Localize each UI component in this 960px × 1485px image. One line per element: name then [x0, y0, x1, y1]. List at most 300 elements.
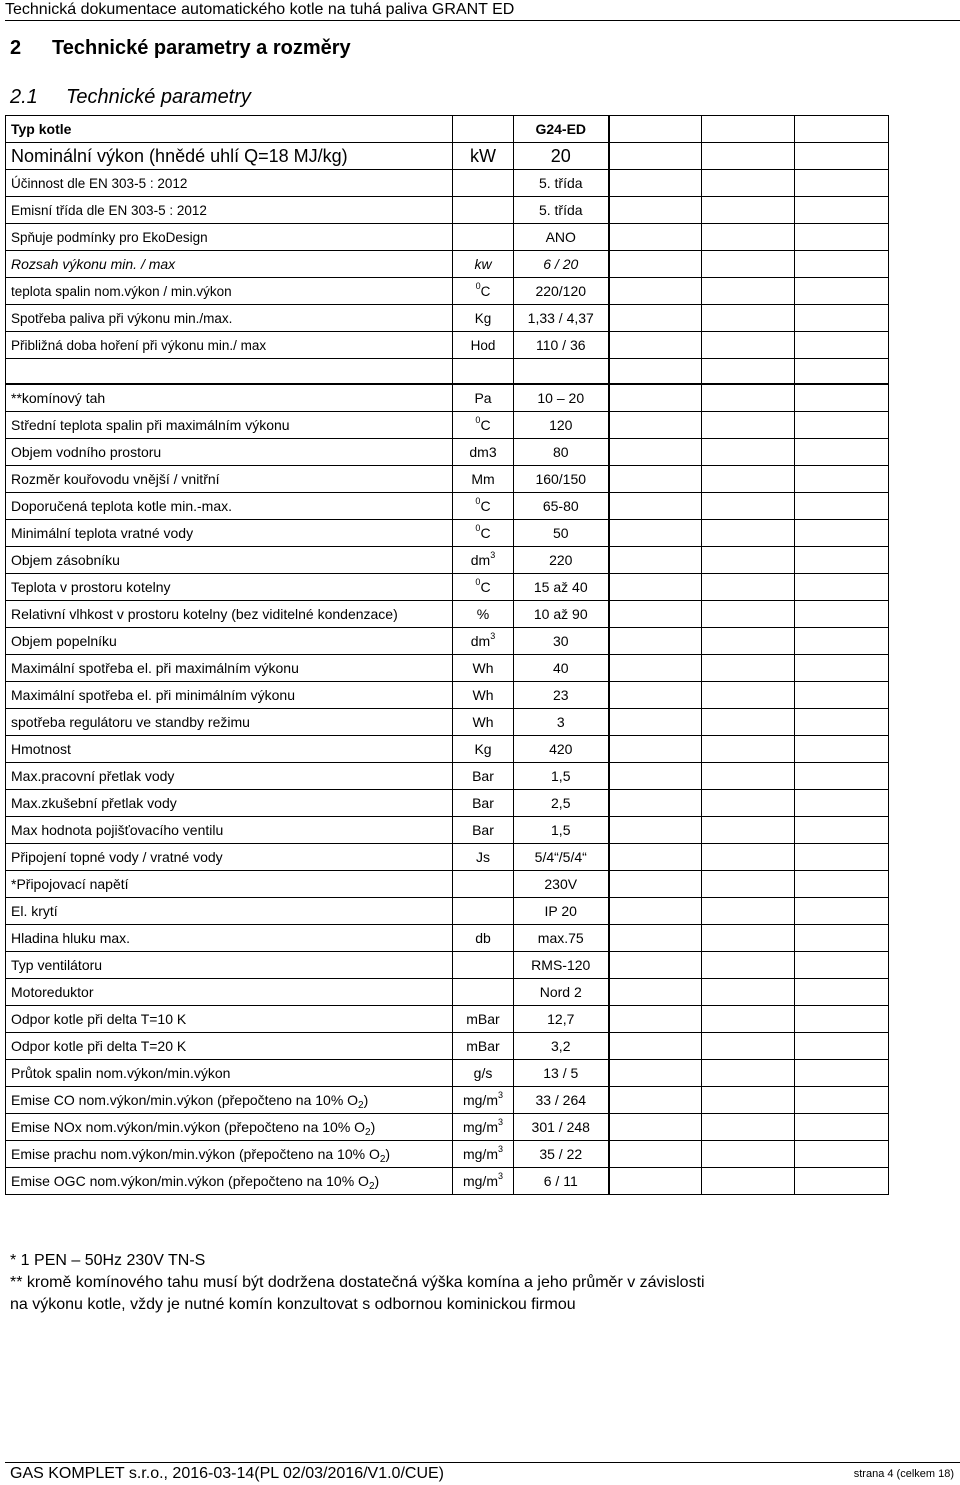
empty-cell — [795, 116, 889, 143]
param-label-text: Emisní třída dle EN 303-5 : 2012 — [11, 202, 207, 218]
table-row — [6, 1060, 889, 1087]
table-row — [6, 1087, 889, 1114]
param-unit — [453, 1033, 514, 1060]
param-unit — [453, 763, 514, 790]
empty-cell — [795, 817, 889, 844]
param-label — [6, 1087, 453, 1114]
table-row — [6, 871, 889, 898]
table-row — [6, 439, 889, 466]
empty-cell — [795, 1141, 889, 1168]
empty-cell — [609, 1114, 702, 1141]
param-unit — [453, 871, 514, 898]
table-row — [6, 1033, 889, 1060]
param-value: 230V — [514, 871, 609, 898]
param-unit — [453, 1141, 514, 1168]
param-unit — [453, 709, 514, 736]
unit-text: Bar — [472, 822, 494, 838]
empty-cell — [609, 143, 702, 170]
empty-cell — [795, 466, 889, 493]
empty-cell — [702, 520, 795, 547]
param-label-text: Max.pracovní přetlak vody — [11, 768, 175, 784]
param-label — [6, 844, 453, 871]
param-unit — [453, 1114, 514, 1141]
param-label — [6, 1168, 453, 1195]
param-value: 40 — [514, 655, 609, 682]
unit-text: mg/m — [462, 1146, 498, 1162]
param-value: 50 — [514, 520, 609, 547]
empty-cell — [609, 682, 702, 709]
unit-text: C — [480, 525, 491, 541]
param-unit — [453, 952, 514, 979]
empty-cell — [795, 251, 889, 278]
empty-cell — [702, 305, 795, 332]
subsection-number: 2.1 — [10, 86, 38, 108]
param-label-text: Emise OGC nom.výkon/min.výkon (přepočteno na 10% O — [11, 1173, 369, 1189]
empty-cell — [795, 763, 889, 790]
table-row — [6, 170, 889, 197]
param-label-text: teplota spalin nom.výkon / min.výkon — [11, 283, 232, 299]
table-row — [6, 520, 889, 547]
table-row — [6, 384, 889, 412]
table-row — [6, 143, 889, 170]
param-unit — [453, 439, 514, 466]
param-value: 15 až 40 — [514, 574, 609, 601]
empty-cell — [702, 1141, 795, 1168]
param-label-text: Doporučená teplota kotle min.-max. — [11, 498, 232, 514]
table-row — [6, 601, 889, 628]
empty-cell — [795, 925, 889, 952]
unit-text: % — [476, 606, 490, 622]
empty-cell — [609, 628, 702, 655]
empty-cell — [609, 359, 702, 385]
unit-text: g/s — [473, 1065, 493, 1081]
table-row — [6, 736, 889, 763]
unit-text: Mm — [471, 471, 495, 487]
param-value: 2,5 — [514, 790, 609, 817]
table-row — [6, 1114, 889, 1141]
empty-cell — [702, 925, 795, 952]
param-value: 301 / 248 — [514, 1114, 609, 1141]
empty-cell — [702, 601, 795, 628]
unit-text: Kg — [474, 741, 492, 757]
param-unit — [453, 520, 514, 547]
param-label — [6, 925, 453, 952]
param-unit — [453, 224, 514, 251]
param-label — [6, 979, 453, 1006]
param-unit — [453, 384, 514, 412]
unit-text: Bar — [472, 795, 494, 811]
param-label — [6, 1033, 453, 1060]
empty-cell — [702, 790, 795, 817]
empty-cell — [702, 736, 795, 763]
page-footer — [5, 1462, 960, 1485]
empty-cell — [795, 224, 889, 251]
param-unit — [453, 170, 514, 197]
table-row — [6, 278, 889, 305]
empty-cell — [702, 709, 795, 736]
param-unit — [453, 601, 514, 628]
param-label — [6, 251, 453, 278]
empty-cell — [609, 278, 702, 305]
unit-superscript: 0 — [475, 280, 481, 291]
param-unit — [453, 736, 514, 763]
empty-cell — [609, 1006, 702, 1033]
empty-cell — [702, 170, 795, 197]
empty-cell — [609, 952, 702, 979]
table-row — [6, 332, 889, 359]
param-label-text: Přibližná doba hoření při výkonu min./ max — [11, 337, 267, 353]
table-row — [6, 898, 889, 925]
empty-cell — [702, 278, 795, 305]
empty-cell — [702, 817, 795, 844]
empty-cell — [702, 1168, 795, 1195]
param-value: 5. třída — [514, 170, 609, 197]
empty-cell — [702, 251, 795, 278]
table-row — [6, 844, 889, 871]
param-label — [6, 197, 453, 224]
empty-cell — [795, 1006, 889, 1033]
empty-cell — [609, 844, 702, 871]
empty-cell — [795, 412, 889, 439]
empty-cell — [795, 736, 889, 763]
param-unit — [453, 116, 514, 143]
param-value: 13 / 5 — [514, 1060, 609, 1087]
param-label-text: Spotřeba paliva při výkonu min./max. — [11, 310, 233, 326]
param-label — [6, 412, 453, 439]
unit-power: 3 — [497, 1117, 503, 1127]
empty-cell — [702, 439, 795, 466]
empty-cell — [609, 790, 702, 817]
param-label-text: Účinnost dle EN 303-5 : 2012 — [11, 175, 188, 191]
table-row — [6, 790, 889, 817]
empty-cell — [795, 844, 889, 871]
empty-cell — [609, 466, 702, 493]
empty-cell — [795, 574, 889, 601]
table-row — [6, 197, 889, 224]
param-label — [6, 466, 453, 493]
param-value: 20 — [514, 143, 609, 170]
empty-cell — [702, 384, 795, 412]
param-label-text: Objem popelníku — [11, 633, 117, 649]
empty-cell — [609, 736, 702, 763]
param-value: 3,2 — [514, 1033, 609, 1060]
empty-cell — [702, 763, 795, 790]
unit-text: mg/m — [462, 1092, 498, 1108]
param-label-text: Nominální výkon (hnědé uhlí Q=18 MJ/kg) — [11, 145, 348, 166]
empty-cell — [609, 197, 702, 224]
table-row — [6, 817, 889, 844]
param-label — [6, 520, 453, 547]
param-label — [6, 493, 453, 520]
table-row — [6, 224, 889, 251]
empty-cell — [702, 655, 795, 682]
param-value: 80 — [514, 439, 609, 466]
empty-cell — [609, 574, 702, 601]
unit-power: 3 — [497, 1090, 503, 1100]
empty-cell — [795, 493, 889, 520]
unit-superscript: 0 — [475, 523, 481, 533]
empty-cell — [609, 384, 702, 412]
param-label-text: Rozsah výkonu min. / max — [11, 256, 176, 272]
param-value: RMS-120 — [514, 952, 609, 979]
table-header-row — [6, 116, 889, 143]
param-value: 160/150 — [514, 466, 609, 493]
param-value: 65-80 — [514, 493, 609, 520]
param-unit — [453, 1006, 514, 1033]
empty-cell — [609, 251, 702, 278]
technical-parameters-table — [5, 115, 889, 1195]
empty-cell — [795, 1087, 889, 1114]
table-row — [6, 709, 889, 736]
param-label — [6, 790, 453, 817]
empty-cell — [795, 601, 889, 628]
empty-cell — [702, 898, 795, 925]
empty-cell — [609, 763, 702, 790]
param-unit — [453, 466, 514, 493]
param-value: 23 — [514, 682, 609, 709]
empty-cell — [609, 601, 702, 628]
empty-cell — [609, 898, 702, 925]
empty-cell — [609, 520, 702, 547]
param-value: 1,5 — [514, 763, 609, 790]
param-value: 220 — [514, 547, 609, 574]
table-row — [6, 547, 889, 574]
param-value: max.75 — [514, 925, 609, 952]
empty-cell — [795, 1033, 889, 1060]
param-label-text: **komínový tah — [11, 390, 106, 406]
subsection-title: Technické parametry — [66, 86, 251, 108]
param-value: 35 / 22 — [514, 1141, 609, 1168]
empty-cell — [609, 709, 702, 736]
param-label — [6, 143, 453, 170]
param-value: G24-ED — [514, 116, 609, 143]
param-value: 420 — [514, 736, 609, 763]
param-label: Typ kotle — [6, 116, 453, 143]
param-label — [6, 898, 453, 925]
param-unit — [453, 493, 514, 520]
param-label-text: Hmotnost — [11, 741, 71, 757]
empty-cell — [795, 871, 889, 898]
param-value: ANO — [514, 224, 609, 251]
param-label-text: spotřeba regulátoru ve standby režimu — [11, 714, 250, 730]
unit-text: mg/m — [462, 1173, 498, 1189]
param-unit — [453, 925, 514, 952]
table-row — [6, 979, 889, 1006]
param-value: 120 — [514, 412, 609, 439]
unit-text: db — [475, 930, 491, 946]
param-label-text: *Připojovací napětí — [11, 876, 129, 892]
empty-cell — [702, 224, 795, 251]
empty-cell — [702, 332, 795, 359]
param-value: 10 – 20 — [514, 384, 609, 412]
param-label — [6, 278, 453, 305]
separator-row — [6, 359, 889, 385]
param-label-text: Objem zásobníku — [11, 552, 120, 568]
footnotes — [10, 1250, 705, 1316]
unit-text: Kg — [474, 310, 492, 326]
unit-text: mBar — [466, 1011, 500, 1027]
empty-cell — [702, 547, 795, 574]
empty-cell — [609, 655, 702, 682]
empty-cell — [795, 1060, 889, 1087]
empty-cell — [702, 1087, 795, 1114]
param-value: 1,5 — [514, 817, 609, 844]
empty-cell — [702, 1006, 795, 1033]
empty-cell — [795, 143, 889, 170]
empty-cell — [702, 493, 795, 520]
empty-cell — [795, 952, 889, 979]
empty-cell — [795, 170, 889, 197]
subscript: 2 — [358, 1100, 364, 1111]
param-label — [6, 1060, 453, 1087]
empty-cell — [702, 1114, 795, 1141]
empty-cell — [702, 1060, 795, 1087]
table-row — [6, 655, 889, 682]
empty-cell — [609, 1033, 702, 1060]
empty-cell — [702, 197, 795, 224]
unit-text: dm3 — [469, 444, 497, 460]
param-label-text: Emise CO nom.výkon/min.výkon (přepočteno na 10% O — [11, 1092, 359, 1108]
param-label-text: Minimální teplota vratné vody — [11, 525, 194, 541]
param-label-text: El. krytí — [11, 903, 58, 919]
param-unit — [453, 332, 514, 359]
param-label-text: Max hodnota pojišťovacího ventilu — [11, 822, 224, 838]
param-value: 10 až 90 — [514, 601, 609, 628]
empty-cell — [609, 493, 702, 520]
param-label — [6, 305, 453, 332]
empty-cell — [795, 682, 889, 709]
subsection-heading — [10, 86, 251, 109]
param-label — [6, 1006, 453, 1033]
footnote: * 1 PEN – 50Hz 230V TN-S — [10, 1252, 206, 1269]
empty-cell — [702, 359, 795, 385]
param-label-text: Emise prachu nom.výkon/min.výkon (přepočteno na 10% O — [11, 1146, 380, 1162]
table-row — [6, 1141, 889, 1168]
empty-cell — [795, 628, 889, 655]
empty-cell — [795, 359, 889, 385]
unit-text: C — [480, 579, 491, 595]
empty-cell — [702, 871, 795, 898]
unit-text: Wh — [472, 714, 494, 730]
empty-cell — [795, 655, 889, 682]
unit-power: 3 — [497, 1144, 503, 1154]
unit-text: Wh — [472, 687, 494, 703]
table-row — [6, 682, 889, 709]
subscript: 2 — [365, 1127, 371, 1138]
empty-cell — [609, 412, 702, 439]
param-value: 12,7 — [514, 1006, 609, 1033]
param-label-text: Průtok spalin nom.výkon/min.výkon — [11, 1065, 231, 1081]
unit-power: 3 — [490, 631, 496, 641]
empty-cell — [609, 1141, 702, 1168]
unit-text: Hod — [470, 337, 496, 353]
table-row — [6, 952, 889, 979]
param-unit — [453, 574, 514, 601]
param-label-text: Emise NOx nom.výkon/min.výkon (přepočteno na 10% O — [11, 1119, 366, 1135]
param-label — [6, 709, 453, 736]
param-value: 3 — [514, 709, 609, 736]
empty-cell — [609, 817, 702, 844]
empty-cell — [702, 574, 795, 601]
table-row — [6, 628, 889, 655]
table-row — [6, 1168, 889, 1195]
param-label — [6, 170, 453, 197]
param-unit — [453, 655, 514, 682]
param-unit — [453, 305, 514, 332]
empty-cell — [609, 116, 702, 143]
section-title: Technické parametry a rozměry — [52, 37, 351, 59]
empty-cell — [702, 1033, 795, 1060]
footer-company: GAS KOMPLET s.r.o., 2016-03-14(PL 02/03/2016/V1.0/CUE) — [10, 1465, 445, 1482]
param-label-text: Hladina hluku max. — [11, 930, 131, 946]
param-label — [6, 817, 453, 844]
param-unit — [453, 682, 514, 709]
param-label-end: ) — [370, 1119, 376, 1135]
unit-power: 3 — [497, 1171, 503, 1181]
empty-cell — [702, 682, 795, 709]
param-label — [6, 871, 453, 898]
empty-cell — [795, 384, 889, 412]
unit-text: C — [480, 498, 491, 514]
param-label — [6, 628, 453, 655]
table-row — [6, 466, 889, 493]
param-value: 6 / 20 — [514, 251, 609, 278]
param-label-text: Spňuje podmínky pro EkoDesign — [11, 229, 208, 245]
param-label-text: Motoreduktor — [11, 984, 94, 1000]
empty-cell — [702, 952, 795, 979]
table-row — [6, 925, 889, 952]
param-value: 33 / 264 — [514, 1087, 609, 1114]
empty-cell — [795, 709, 889, 736]
param-unit — [453, 1168, 514, 1195]
param-label-end: ) — [363, 1092, 369, 1108]
table-row — [6, 412, 889, 439]
empty-cell — [795, 547, 889, 574]
empty-cell — [609, 305, 702, 332]
empty-cell — [702, 628, 795, 655]
table-row — [6, 574, 889, 601]
param-label-text: Typ ventilátoru — [11, 957, 103, 973]
empty-cell — [609, 1087, 702, 1114]
param-value: 5/4“/5/4“ — [514, 844, 609, 871]
param-label-end: ) — [385, 1146, 391, 1162]
empty-cell — [6, 359, 453, 385]
empty-cell — [609, 1060, 702, 1087]
unit-text: Wh — [472, 660, 494, 676]
unit-text: Js — [476, 849, 490, 865]
param-label — [6, 763, 453, 790]
param-unit — [453, 898, 514, 925]
unit-text: C — [480, 283, 491, 299]
empty-cell — [795, 1114, 889, 1141]
param-unit — [453, 197, 514, 224]
unit-superscript: 0 — [475, 415, 481, 425]
unit-text: kw — [474, 256, 492, 272]
param-label — [6, 384, 453, 412]
param-label — [6, 224, 453, 251]
param-unit — [453, 979, 514, 1006]
footer-page-number: strana 4 (celkem 18) — [853, 1468, 954, 1480]
param-label-text: Odpor kotle při delta T=20 K — [11, 1038, 187, 1054]
empty-cell — [609, 332, 702, 359]
empty-cell — [514, 359, 609, 385]
empty-cell — [795, 790, 889, 817]
param-label — [6, 601, 453, 628]
param-label-text: Odpor kotle při delta T=10 K — [11, 1011, 187, 1027]
param-unit — [453, 412, 514, 439]
param-label — [6, 574, 453, 601]
subscript: 2 — [379, 1154, 386, 1165]
